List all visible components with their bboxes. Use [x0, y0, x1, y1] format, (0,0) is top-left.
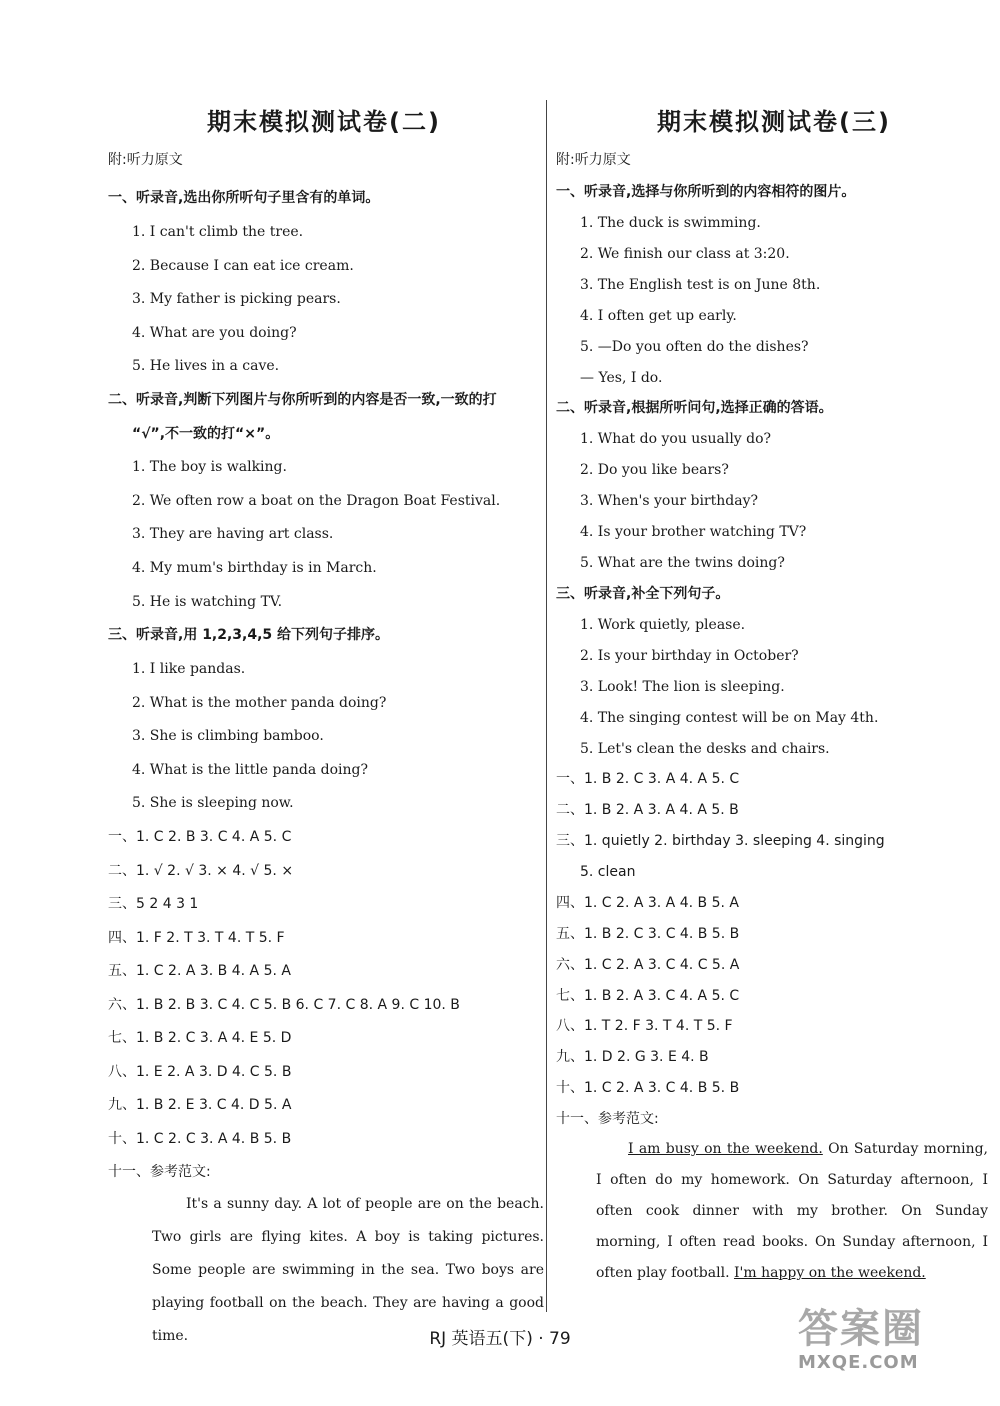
- left-answer-row: 十、1. C 2. C 3. A 4. B 5. B: [108, 1131, 292, 1147]
- essay-body: On Saturday morning, I often do my homework. On Saturday afternoon, I often cook dinner with my brother. On Sunday morning, I often read books. On Sunday afternoon, I often play football.: [596, 1141, 988, 1281]
- left-s3-item: 4. What is the little panda doing?: [132, 762, 368, 778]
- right-s3-item: 5. Let's clean the desks and chairs.: [580, 741, 830, 757]
- right-essay-label: 十一、参考范文:: [556, 1111, 659, 1127]
- right-answer-row: 六、1. C 2. A 3. C 4. C 5. A: [556, 957, 740, 973]
- left-s2-item: 2. We often row a boat on the Dragon Boat Festival.: [132, 493, 501, 509]
- right-s1-item: 3. The English test is on June 8th.: [580, 277, 821, 293]
- right-s3-item: 3. Look! The lion is sleeping.: [580, 679, 785, 695]
- right-answer-row: 九、1. D 2. G 3. E 4. B: [556, 1049, 709, 1065]
- right-answer-row: 四、1. C 2. A 3. A 4. B 5. A: [556, 895, 739, 911]
- left-essay: It's a sunny day. A lot of people are on the beach. Two girls are flying kites. A boy is taking pictures. Some people are swimming in the sea. Two boys are playing football on the beach. They are having a good time.: [152, 1196, 544, 1344]
- watermark-url: MXQE.COM: [798, 1352, 919, 1373]
- left-answer-row: 五、1. C 2. A 3. B 4. A 5. A: [108, 963, 291, 979]
- right-s2-heading: 二、听录音,根据所听问句,选择正确的答语。: [556, 400, 833, 416]
- watermark-logo: [798, 1306, 978, 1386]
- left-s2-item: 3. They are having art class.: [132, 526, 334, 542]
- left-s2-item: 5. He is watching TV.: [132, 594, 283, 610]
- left-title: 期末模拟测试卷(二): [207, 108, 441, 136]
- left-answer-row: 六、1. B 2. B 3. C 4. C 5. B 6. C 7. C 8. A 9. C 10. B: [108, 997, 460, 1013]
- left-s2-heading-cont: “√”,不一致的打“×”。: [132, 426, 280, 442]
- left-s1-item: 1. I can't climb the tree.: [132, 224, 304, 240]
- right-s2-item: 3. When's your birthday?: [580, 493, 758, 509]
- right-s3-item: 1. Work quietly, please.: [580, 617, 746, 633]
- left-answer-row: 七、1. B 2. C 3. A 4. E 5. D: [108, 1030, 292, 1046]
- right-answer-row: 五、1. B 2. C 3. C 4. B 5. B: [556, 926, 740, 942]
- right-s1-item: — Yes, I do.: [580, 370, 663, 386]
- left-answer-row: 九、1. B 2. E 3. C 4. D 5. A: [108, 1097, 292, 1113]
- left-s2-heading: 二、听录音,判断下列图片与你所听到的内容是否一致,一致的打: [108, 392, 497, 408]
- right-s1-item: 1. The duck is swimming.: [580, 215, 761, 231]
- right-s2-item: 4. Is your brother watching TV?: [580, 524, 807, 540]
- right-s2-item: 2. Do you like bears?: [580, 462, 729, 478]
- right-s1-item: 2. We finish our class at 3:20.: [580, 246, 790, 262]
- left-answer-row: 二、1. √ 2. √ 3. × 4. √ 5. ×: [108, 863, 294, 879]
- left-s1-item: 4. What are you doing?: [132, 325, 297, 341]
- right-note: 附:听力原文: [556, 152, 631, 168]
- left-s2-item: 1. The boy is walking.: [132, 459, 287, 475]
- right-essay: [556, 1134, 988, 1289]
- right-s3-item: 4. The singing contest will be on May 4th.: [580, 710, 879, 726]
- left-s3-item: 2. What is the mother panda doing?: [132, 695, 387, 711]
- right-s3-heading: 三、听录音,补全下列句子。: [556, 586, 730, 602]
- right-answer-row: 5. clean: [580, 864, 636, 880]
- left-s1-heading: 一、听录音,选出你所听句子里含有的单词。: [108, 190, 380, 206]
- essay-closing-sentence: I'm happy on the weekend.: [733, 1265, 926, 1281]
- right-answer-row: 三、1. quietly 2. birthday 3. sleeping 4. singing: [556, 833, 885, 849]
- watermark-text: 答案圈: [798, 1306, 924, 1352]
- right-answer-row: 一、1. B 2. C 3. A 4. A 5. C: [556, 771, 740, 787]
- essay-topic-sentence: I am busy on the weekend.: [628, 1141, 823, 1157]
- right-s1-item: 4. I often get up early.: [580, 308, 737, 324]
- right-s2-item: 1. What do you usually do?: [580, 431, 772, 447]
- right-s1-item: 5. —Do you often do the dishes?: [580, 339, 809, 355]
- right-answer-row: 十、1. C 2. A 3. C 4. B 5. B: [556, 1080, 740, 1096]
- left-s3-item: 5. She is sleeping now.: [132, 795, 294, 811]
- right-answer-row: 七、1. B 2. A 3. C 4. A 5. C: [556, 988, 740, 1004]
- left-s3-item: 3. She is climbing bamboo.: [132, 728, 324, 744]
- left-s3-heading: 三、听录音,用 1,2,3,4,5 给下列句子排序。: [108, 627, 390, 643]
- left-s1-item: 2. Because I can eat ice cream.: [132, 258, 354, 274]
- left-essay-label: 十一、参考范文:: [108, 1164, 211, 1180]
- left-note: 附:听力原文: [108, 152, 183, 168]
- left-answer-row: 一、1. C 2. B 3. C 4. A 5. C: [108, 829, 292, 845]
- right-answer-row: 八、1. T 2. F 3. T 4. T 5. F: [556, 1018, 733, 1034]
- right-title: 期末模拟测试卷(三): [657, 108, 891, 136]
- right-s1-heading: 一、听录音,选择与你所听到的内容相符的图片。: [556, 184, 856, 200]
- left-s2-item: 4. My mum's birthday is in March.: [132, 560, 377, 576]
- left-s1-item: 5. He lives in a cave.: [132, 358, 280, 374]
- left-answer-row: 四、1. F 2. T 3. T 4. T 5. F: [108, 930, 285, 946]
- left-s1-item: 3. My father is picking pears.: [132, 291, 341, 307]
- right-answer-row: 二、1. B 2. A 3. A 4. A 5. B: [556, 802, 739, 818]
- right-s3-item: 2. Is your birthday in October?: [580, 648, 799, 664]
- left-answer-row: 三、5 2 4 3 1: [108, 896, 199, 912]
- right-s2-item: 5. What are the twins doing?: [580, 555, 785, 571]
- left-s3-item: 1. I like pandas.: [132, 661, 246, 677]
- page-footer: RJ 英语五(下) · 79: [429, 1329, 571, 1349]
- column-divider: [546, 100, 547, 1312]
- left-answer-row: 八、1. E 2. A 3. D 4. C 5. B: [108, 1064, 292, 1080]
